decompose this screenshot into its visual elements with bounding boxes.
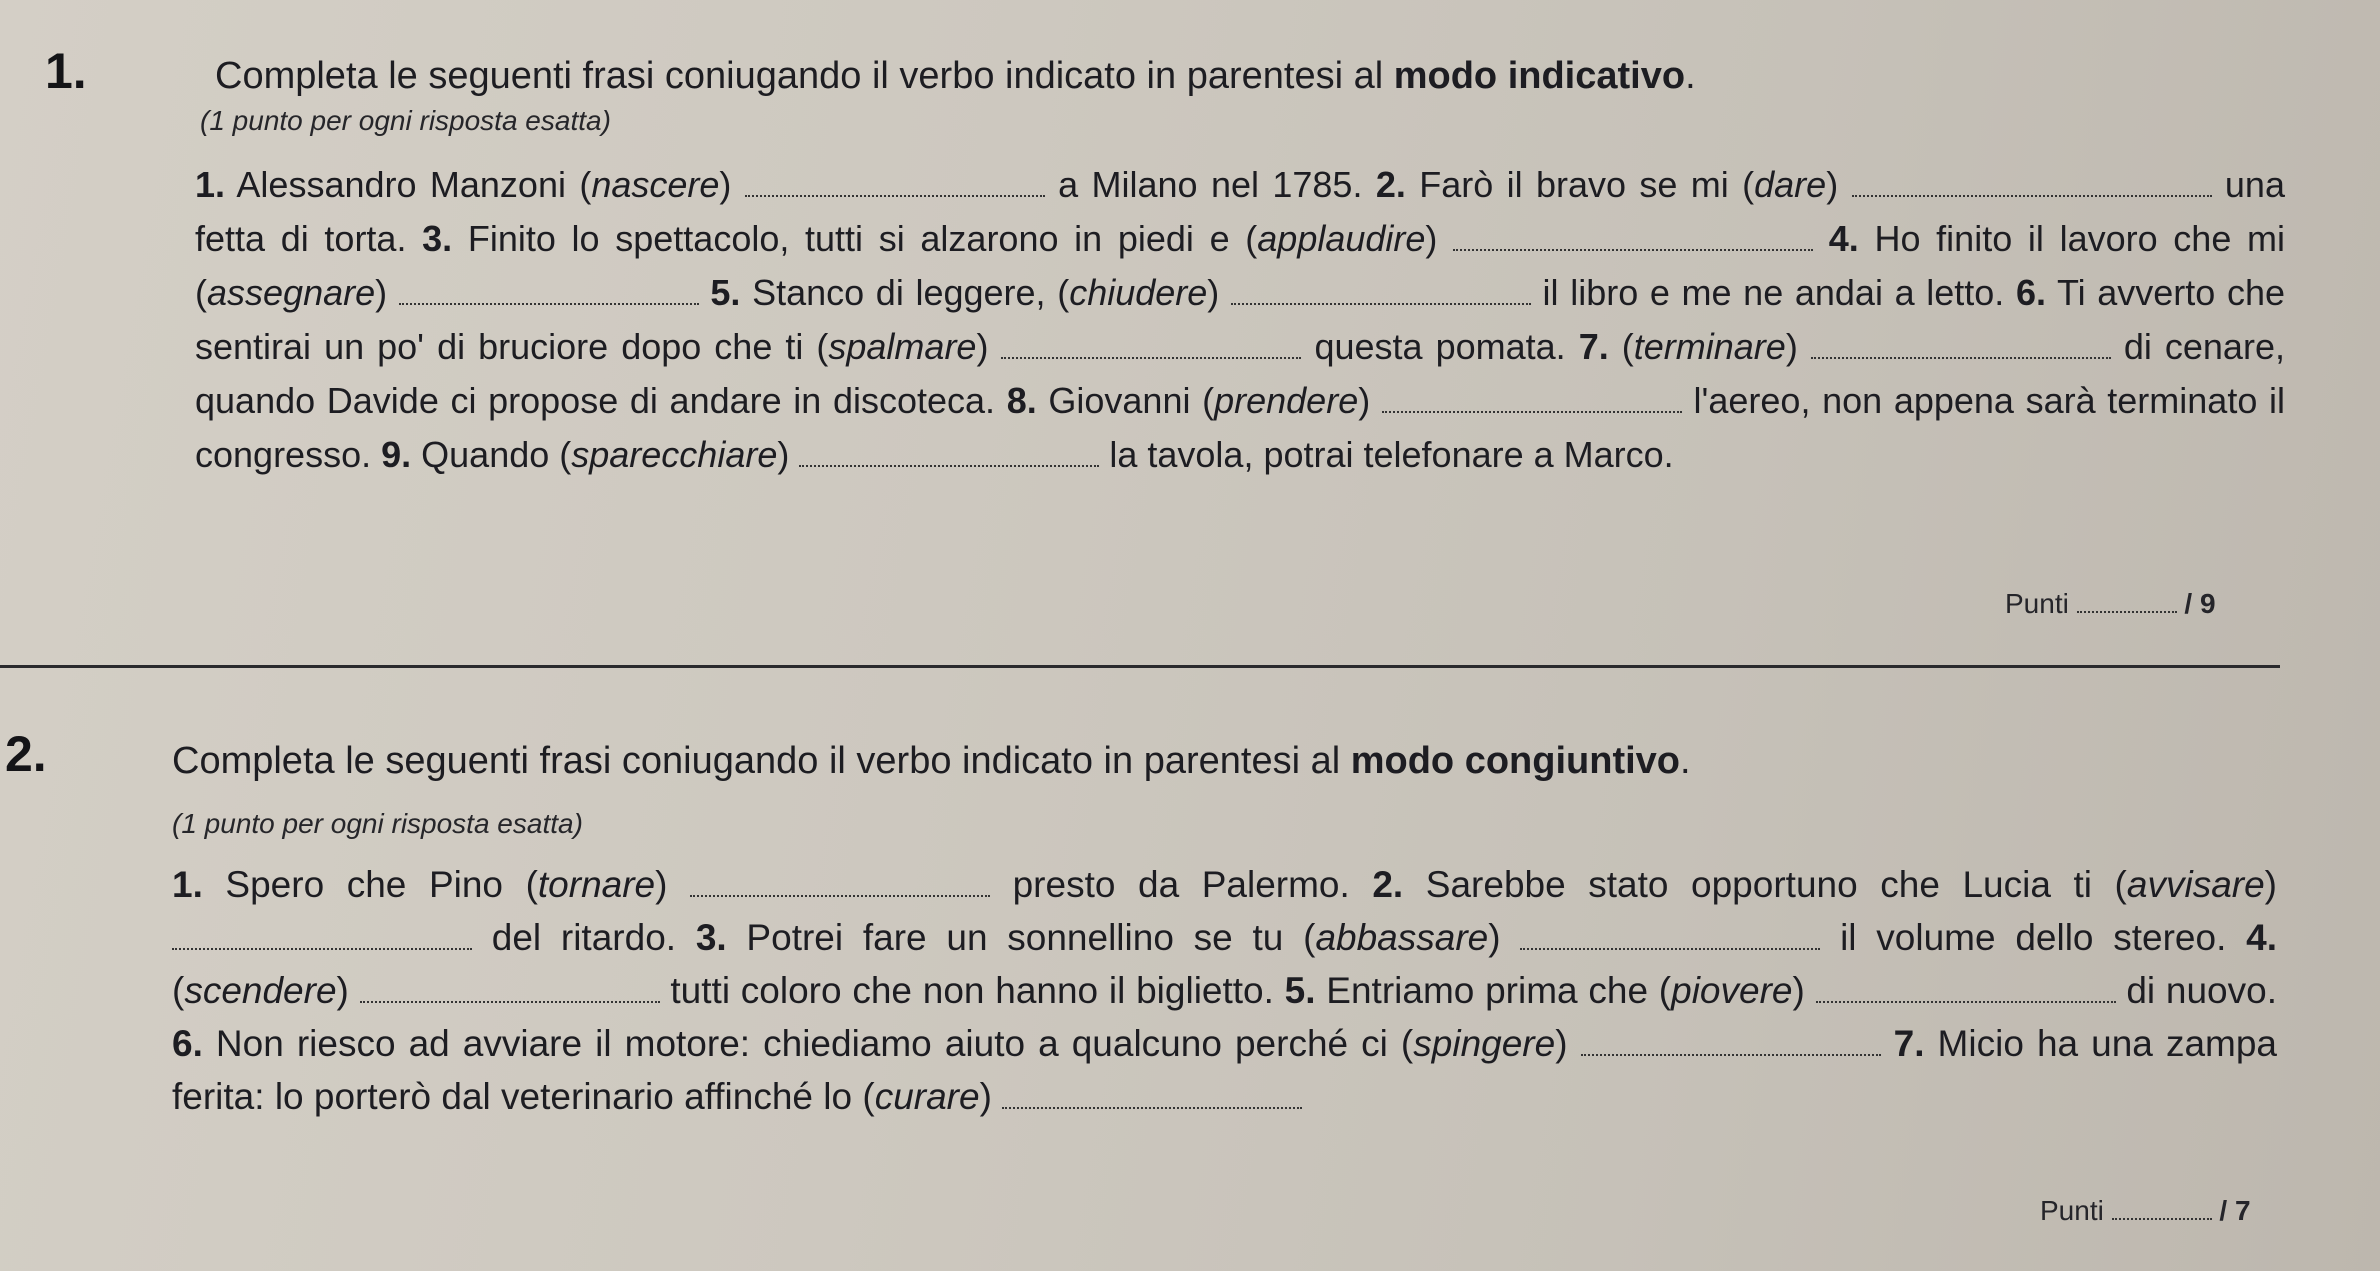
sentence-number: 3. bbox=[695, 917, 727, 958]
sentence-text: ) bbox=[976, 326, 1002, 367]
verb-hint: spalmare bbox=[828, 326, 977, 367]
sentence-number: 4. bbox=[2246, 917, 2277, 958]
verb-hint: spingere bbox=[1413, 1023, 1556, 1064]
score-label: Punti bbox=[2005, 588, 2069, 619]
sentence-text: una fetta di torta. bbox=[195, 164, 2285, 259]
answer-blank-4[interactable] bbox=[399, 293, 699, 305]
sentence-text: Giovanni ( bbox=[1036, 380, 1215, 421]
verb-hint: dare bbox=[1754, 164, 1827, 205]
sentence-text: Quando ( bbox=[411, 434, 572, 475]
answer-blank-2[interactable] bbox=[172, 938, 472, 950]
sentence-number: 9. bbox=[381, 434, 412, 475]
sentence-text: tutti coloro che non hanno il biglietto. bbox=[659, 970, 1285, 1011]
score-blank[interactable] bbox=[2077, 603, 2177, 613]
sentence-number: 6. bbox=[2015, 272, 2046, 313]
answer-blank-6[interactable] bbox=[1581, 1044, 1881, 1056]
answer-blank-1[interactable] bbox=[690, 885, 990, 897]
sentence-number: 8. bbox=[1006, 380, 1037, 421]
verb-hint: terminare bbox=[1633, 326, 1786, 367]
sentence-number: 2. bbox=[1375, 164, 1406, 205]
exercise-1-score bbox=[2005, 588, 2216, 620]
sentence-text: ) bbox=[777, 434, 800, 475]
sentence-text: ) bbox=[655, 864, 691, 905]
section-divider bbox=[0, 665, 2280, 668]
instruction-text: Completa le seguenti frasi coniugando il verbo indicato in parentesi al bbox=[215, 55, 1394, 97]
answer-blank-3[interactable] bbox=[1520, 938, 1820, 950]
instruction-end: . bbox=[1685, 55, 1696, 97]
sentence-text bbox=[1881, 1023, 1894, 1064]
answer-blank-7[interactable] bbox=[1002, 1097, 1302, 1109]
sentence-number: 7. bbox=[1893, 1023, 1925, 1064]
sentence-text: Potrei fare un sonnellino se tu ( bbox=[726, 917, 1316, 958]
sentence-text: del ritardo. bbox=[472, 917, 696, 958]
sentence-text: Micio ha una zampa ferita: lo porterò dal veterinario affinché lo ( bbox=[172, 1023, 2277, 1117]
verb-hint: sparecchiare bbox=[571, 434, 778, 475]
answer-blank-5[interactable] bbox=[1231, 293, 1531, 305]
sentence-text: ) bbox=[1488, 917, 1521, 958]
sentence-text: Farò il bravo se mi ( bbox=[1405, 164, 1755, 205]
sentence-text: ) bbox=[1792, 970, 1816, 1011]
sentence-text: Non riesco ad avviare il motore: chiediamo aiuto a qualcuno perché ci ( bbox=[202, 1023, 1414, 1064]
answer-blank-1[interactable] bbox=[745, 185, 1045, 197]
sentence-text: ) bbox=[1826, 164, 1852, 205]
verb-hint: avvisare bbox=[2126, 864, 2265, 905]
answer-blank-8[interactable] bbox=[1382, 401, 1682, 413]
sentence-text: ) bbox=[1358, 380, 1382, 421]
sentence-number: 4. bbox=[1828, 218, 1859, 259]
sentence-number: 5. bbox=[1284, 970, 1316, 1011]
sentence-text: di nuovo. bbox=[2115, 970, 2277, 1011]
sentence-text bbox=[1813, 218, 1829, 259]
sentence-text: Sarebbe stato opportuno che Lucia ti ( bbox=[1403, 864, 2127, 905]
sentence-text: il libro e me ne andai a letto. bbox=[1530, 272, 2016, 313]
score-label: Punti bbox=[2040, 1195, 2104, 1226]
sentence-text: ) bbox=[1785, 326, 1811, 367]
answer-blank-6[interactable] bbox=[1001, 347, 1301, 359]
verb-hint: tornare bbox=[537, 864, 656, 905]
answer-blank-3[interactable] bbox=[1453, 239, 1813, 251]
sentence-text: Ho finito il lavoro che mi ( bbox=[195, 218, 2285, 313]
sentence-text: ( bbox=[1608, 326, 1634, 367]
sentence-text: ) bbox=[719, 164, 745, 205]
sentence-text: ) bbox=[1555, 1023, 1581, 1064]
sentence-text: Finito lo spettacolo, tutti si alzarono in piedi e ( bbox=[452, 218, 1258, 259]
exercise-2-number: 2. bbox=[5, 726, 47, 782]
sentence-text: Spero che Pino ( bbox=[202, 864, 538, 905]
sentence-text: ) bbox=[2264, 864, 2277, 905]
sentence-text bbox=[699, 272, 711, 313]
exercise-2-instruction bbox=[172, 740, 1691, 783]
answer-blank-2[interactable] bbox=[1852, 185, 2212, 197]
instruction-end: . bbox=[1680, 740, 1691, 782]
verb-hint: scendere bbox=[184, 970, 337, 1011]
sentence-text: a Milano nel 1785. bbox=[1044, 164, 1376, 205]
instruction-mode: modo indicativo bbox=[1393, 55, 1686, 97]
verb-hint: chiudere bbox=[1069, 272, 1208, 313]
sentence-text: ( bbox=[172, 970, 185, 1011]
exercise-2-score bbox=[2040, 1195, 2251, 1227]
verb-hint: abbassare bbox=[1315, 917, 1489, 958]
sentence-text: Stanco di leggere, ( bbox=[740, 272, 1070, 313]
exercise-2-sentences bbox=[172, 858, 2277, 1123]
instruction-text: Completa le seguenti frasi coniugando il verbo indicato in parentesi al bbox=[172, 740, 1351, 782]
answer-blank-4[interactable] bbox=[360, 991, 660, 1003]
verb-hint: prendere bbox=[1214, 380, 1359, 421]
answer-blank-7[interactable] bbox=[1811, 347, 2111, 359]
verb-hint: piovere bbox=[1671, 970, 1793, 1011]
sentence-text: presto da Palermo. bbox=[990, 864, 1373, 905]
sentence-number: 6. bbox=[172, 1023, 203, 1064]
sentence-text: di cenare, quando Davide ci propose di andare in discoteca. bbox=[195, 326, 2285, 421]
sentence-number: 7. bbox=[1578, 326, 1609, 367]
sentence-text: Alessandro Manzoni ( bbox=[225, 164, 592, 205]
sentence-number: 3. bbox=[422, 218, 453, 259]
answer-blank-5[interactable] bbox=[1816, 991, 2116, 1003]
exercise-1-sentences bbox=[195, 158, 2285, 482]
exercise-1-number: 1. bbox=[45, 43, 87, 99]
sentence-number: 1. bbox=[172, 864, 203, 905]
exercise-1-instruction bbox=[215, 55, 1696, 98]
sentence-text: ) bbox=[979, 1076, 1003, 1117]
score-total: / 9 bbox=[2184, 588, 2216, 619]
sentence-text: il volume dello stereo. bbox=[1820, 917, 2247, 958]
sentence-number: 5. bbox=[710, 272, 741, 313]
answer-blank-9[interactable] bbox=[799, 455, 1099, 467]
sentence-text: Entriamo prima che ( bbox=[1315, 970, 1672, 1011]
verb-hint: nascere bbox=[591, 164, 720, 205]
sentence-text: ) bbox=[375, 272, 399, 313]
sentence-text: ) bbox=[336, 970, 360, 1011]
sentence-text: l'aereo, non appena sarà terminato il congresso. bbox=[195, 380, 2285, 475]
verb-hint: curare bbox=[874, 1076, 980, 1117]
sentence-number: 2. bbox=[1372, 864, 1404, 905]
instruction-mode: modo congiuntivo bbox=[1350, 740, 1681, 782]
score-total: / 7 bbox=[2219, 1195, 2251, 1226]
verb-hint: applaudire bbox=[1257, 218, 1426, 259]
verb-hint: assegnare bbox=[207, 272, 376, 313]
exercise-2-scoring-note: (1 punto per ogni risposta esatta) bbox=[172, 808, 583, 839]
sentence-text: ) bbox=[1207, 272, 1231, 313]
sentence-text: la tavola, potrai telefonare a Marco. bbox=[1099, 434, 1674, 475]
sentence-number: 1. bbox=[195, 164, 226, 205]
score-blank[interactable] bbox=[2112, 1210, 2212, 1220]
exercise-1-scoring-note: (1 punto per ogni risposta esatta) bbox=[200, 105, 611, 136]
sentence-text: questa pomata. bbox=[1301, 326, 1579, 367]
sentence-text: Ti avverto che sentirai un po' di bruciore dopo che ti ( bbox=[195, 272, 2285, 367]
sentence-text: ) bbox=[1425, 218, 1454, 259]
